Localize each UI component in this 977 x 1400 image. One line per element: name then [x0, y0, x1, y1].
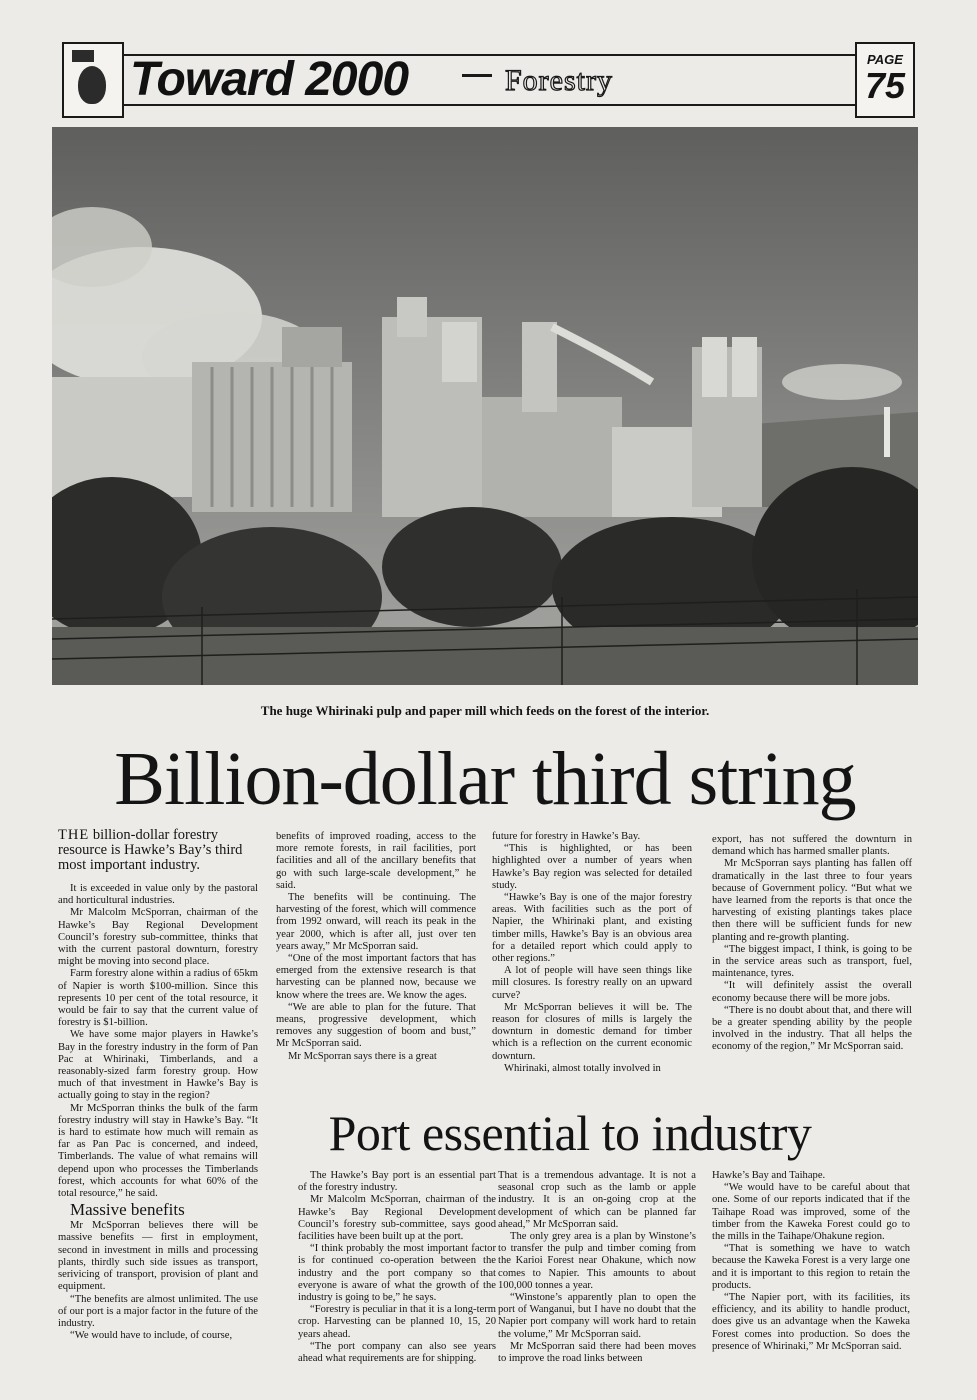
paragraph: “That is something we have to watch because the Kaweka Forest is a very large one and it is important to this region to retain the products. — [712, 1243, 910, 1291]
article2-column-1 — [298, 1170, 496, 1365]
paragraph: Mr Malcolm McSporran, chairman of the Hawke’s Bay Regional Development Council’s forestry sub-committee, thinks that with the current pastoral downturn, forestry might be moving into second place. — [58, 907, 258, 968]
paragraph: benefits of improved roading, access to the more remote forests, in rail facilities, port facilities and all of the ancillary benefits that go with such large-scale development,” he said. — [276, 831, 476, 891]
paragraph: “The biggest impact, I think, is going to be in the service areas such as transport, fuel, maintenance, tyres. — [712, 943, 912, 980]
paragraph: The only grey area is a plan by Winstone’s to transfer the pulp and timber coming from the Karioi Forest near Ohakune, which now comes to Napier. This amounts to about 100,000 tonnes a year. — [498, 1231, 696, 1291]
article2-column-3 — [712, 1170, 910, 1353]
mill-photo — [52, 127, 918, 685]
section-title: Forestry — [505, 64, 613, 97]
paragraph: The Hawke’s Bay port is an essential part of the forestry industry. — [298, 1170, 496, 1194]
paragraph: Mr McSporran thinks the bulk of the farm forestry industry will stay in Hawke’s Bay. “It is hard to estimate how much will remain as far as Pan Pac is concerned, and indeed, Timberlands. The value of what remains will depend upon who processes the Timberlands forest, which accounts for what 60% of the total resource,” he said. — [58, 1102, 258, 1200]
title-dash — [462, 74, 492, 77]
paragraph: export, has not suffered the downturn in demand which has harmed smaller plants. — [712, 834, 912, 858]
paragraph: “It will definitely assist the overall economy because there will be more jobs. — [712, 980, 912, 1004]
article1-column-2 — [276, 831, 476, 1063]
paragraph: A lot of people will have seen things like mill closures. Is forestry really on an upward curve? — [492, 965, 692, 1001]
page-number-box — [855, 42, 915, 118]
article1-column-1 — [58, 828, 258, 1342]
series-title: Toward 2000 — [130, 53, 409, 106]
paragraph: “We would have to include, of course, — [70, 1330, 233, 1342]
subhead-massive-benefits: Massive benefits — [70, 1200, 185, 1220]
paragraph: Mr Malcolm McSporran, chairman of the Hawke’s Bay Regional Development Council’s forestry sub-committee, says good facilities have been built up at the port. — [298, 1194, 496, 1243]
article1-column-3 — [492, 831, 692, 1075]
photo-caption: The huge Whirinaki pulp and paper mill which feeds on the forest of the interior. — [260, 703, 710, 718]
paragraph: “I think probably the most important factor is for continued co-operation between the industry and the port company so that everyone is aware of what the growth of the industry is going to be,” he says. — [298, 1243, 496, 1304]
paragraph: Whirinaki, almost totally involved in — [504, 1062, 661, 1074]
paragraph: That is a tremendous advantage. It is not a seasonal crop such as the lamb or apple industry. It is an on-going crop at the development of which can be planned far ahead,” Mr McSporran said. — [498, 1170, 696, 1230]
paragraph: It is exceeded in value only by the pastoral and horticultural industries. — [58, 883, 258, 907]
paragraph: We have some major players in Hawke’s Bay in the forestry industry in the form of Pan Pac at Whirinaki, Timberlands, and a reasonably-sized farm forestry group. How much of that investment in Hawke’s Bay is actually going to stay in the region? — [58, 1029, 258, 1102]
flag-icon — [72, 50, 94, 62]
article1-column-4 — [712, 834, 912, 1054]
paragraph: “The benefits are almost unlimited. The use of our port is a major factor in the future of the industry. — [58, 1293, 258, 1329]
paragraph: “We would have to be careful about that one. Some of our reports indicated that if the Taihape Road was improved, some of the timber from the Kaweka Forest could go to the mills in the Taihape/Ohakune region. — [712, 1182, 910, 1243]
lead-first-word: THE — [58, 827, 90, 843]
paragraph: “The Napier port, with its facilities, its efficiency, and its ability to handle product, does give us an advantage when the Kaweka Forest comes into production. So does the presence of Whirinaki,” Mr McSporran said. — [712, 1292, 910, 1352]
article2-column-2 — [498, 1170, 696, 1365]
paragraph: “One of the most important factors that has emerged from the extensive research is that harvesting can be planned now, because we know where the trees are. We know the ages. — [276, 953, 476, 1001]
page-label: PAGE — [867, 52, 903, 67]
paragraph: Mr McSporran says there is a great — [288, 1050, 437, 1062]
paragraph: “This is highlighted, or has been highlighted over a number of years when Hawke’s Bay region was selected for detailed study. — [492, 843, 692, 891]
article1-lead — [58, 828, 258, 873]
paragraph: Farm forestry alone within a radius of 65km of Napier is worth $100-million. Since this represents 10 per cent of the total resource, it would be fair to say that the current value of forestry is $1-billion. — [58, 968, 258, 1029]
paragraph: Mr McSporran believes there will be massive benefits — first in employment, second in investment in mills and processing plants, thirdly such side issues as transport, serivicing of transport, provision of plant and equipment. — [58, 1220, 258, 1293]
paragraph: future for forestry in Hawke’s Bay. — [492, 831, 641, 842]
paragraph: Hawke’s Bay and Taihape. — [712, 1170, 826, 1181]
page-number: 75 — [864, 65, 906, 106]
lead-rest: billion-dollar forestry resource is Hawke’s Bay’s third most important industry. — [58, 827, 243, 873]
paragraph: Mr McSporran says planting has fallen off dramatically in the last three to four years because of Government policy. “But what we have learned from the reports is that once the harvesting of existing plantings takes place then there will be sufficient funds for new planting and re-growth planting. — [712, 858, 912, 943]
paragraph: “Hawke’s Bay is one of the major forestry areas. With facilities such as the port of Napier, the Whirinaki plant, and existing timber mills, Hawke’s Bay is an obvious area for a detailed report which could apply to other regions.” — [492, 892, 692, 965]
paragraph: “Forestry is peculiar in that it is a long-term crop. Harvesting can be planned 10, 15, 20 years ahead. — [298, 1304, 496, 1340]
paragraph: Mr McSporran said there had been moves to improve the road links between — [498, 1340, 696, 1365]
paragraph: The benefits will be continuing. The harvesting of the forest, which will commence from 1992 onward, will reach its peak in the year 2000, which is after all, just over ten years away,” Mr McSporran said. — [276, 892, 476, 952]
paragraph: “The port company can also see years ahead what requirements are for shipping. — [298, 1340, 496, 1365]
headline-port-essential: Port essential to industry — [328, 1105, 812, 1161]
kiwi-logo-icon — [62, 42, 124, 118]
paragraph: Mr McSporran believes it will be. The reason for closures of mills is largely the downturn in domestic demand for timber which is a reflection on the current economic downturn. — [492, 1001, 692, 1062]
mill-photo-illustration — [52, 127, 918, 685]
kiwi-icon — [78, 66, 106, 104]
paragraph: “Winstone’s apparently plan to open the port of Wanganui, but I have no doubt that the Napier port company will work hard to retain the volume,” Mr McSporran said. — [498, 1292, 696, 1340]
headline-billion-dollar: Billion-dollar third string — [114, 737, 856, 821]
page-header — [50, 40, 915, 120]
paragraph: “There is no doubt about that, and there will be a greater spending ability by the people involved in the industry. That all helps the economy of the region,” Mr McSporran said. — [712, 1004, 912, 1053]
paragraph: “We are able to plan for the future. That means, progressive development, which removes any suggestion of boom and bust,” Mr McSporran said. — [276, 1001, 476, 1050]
